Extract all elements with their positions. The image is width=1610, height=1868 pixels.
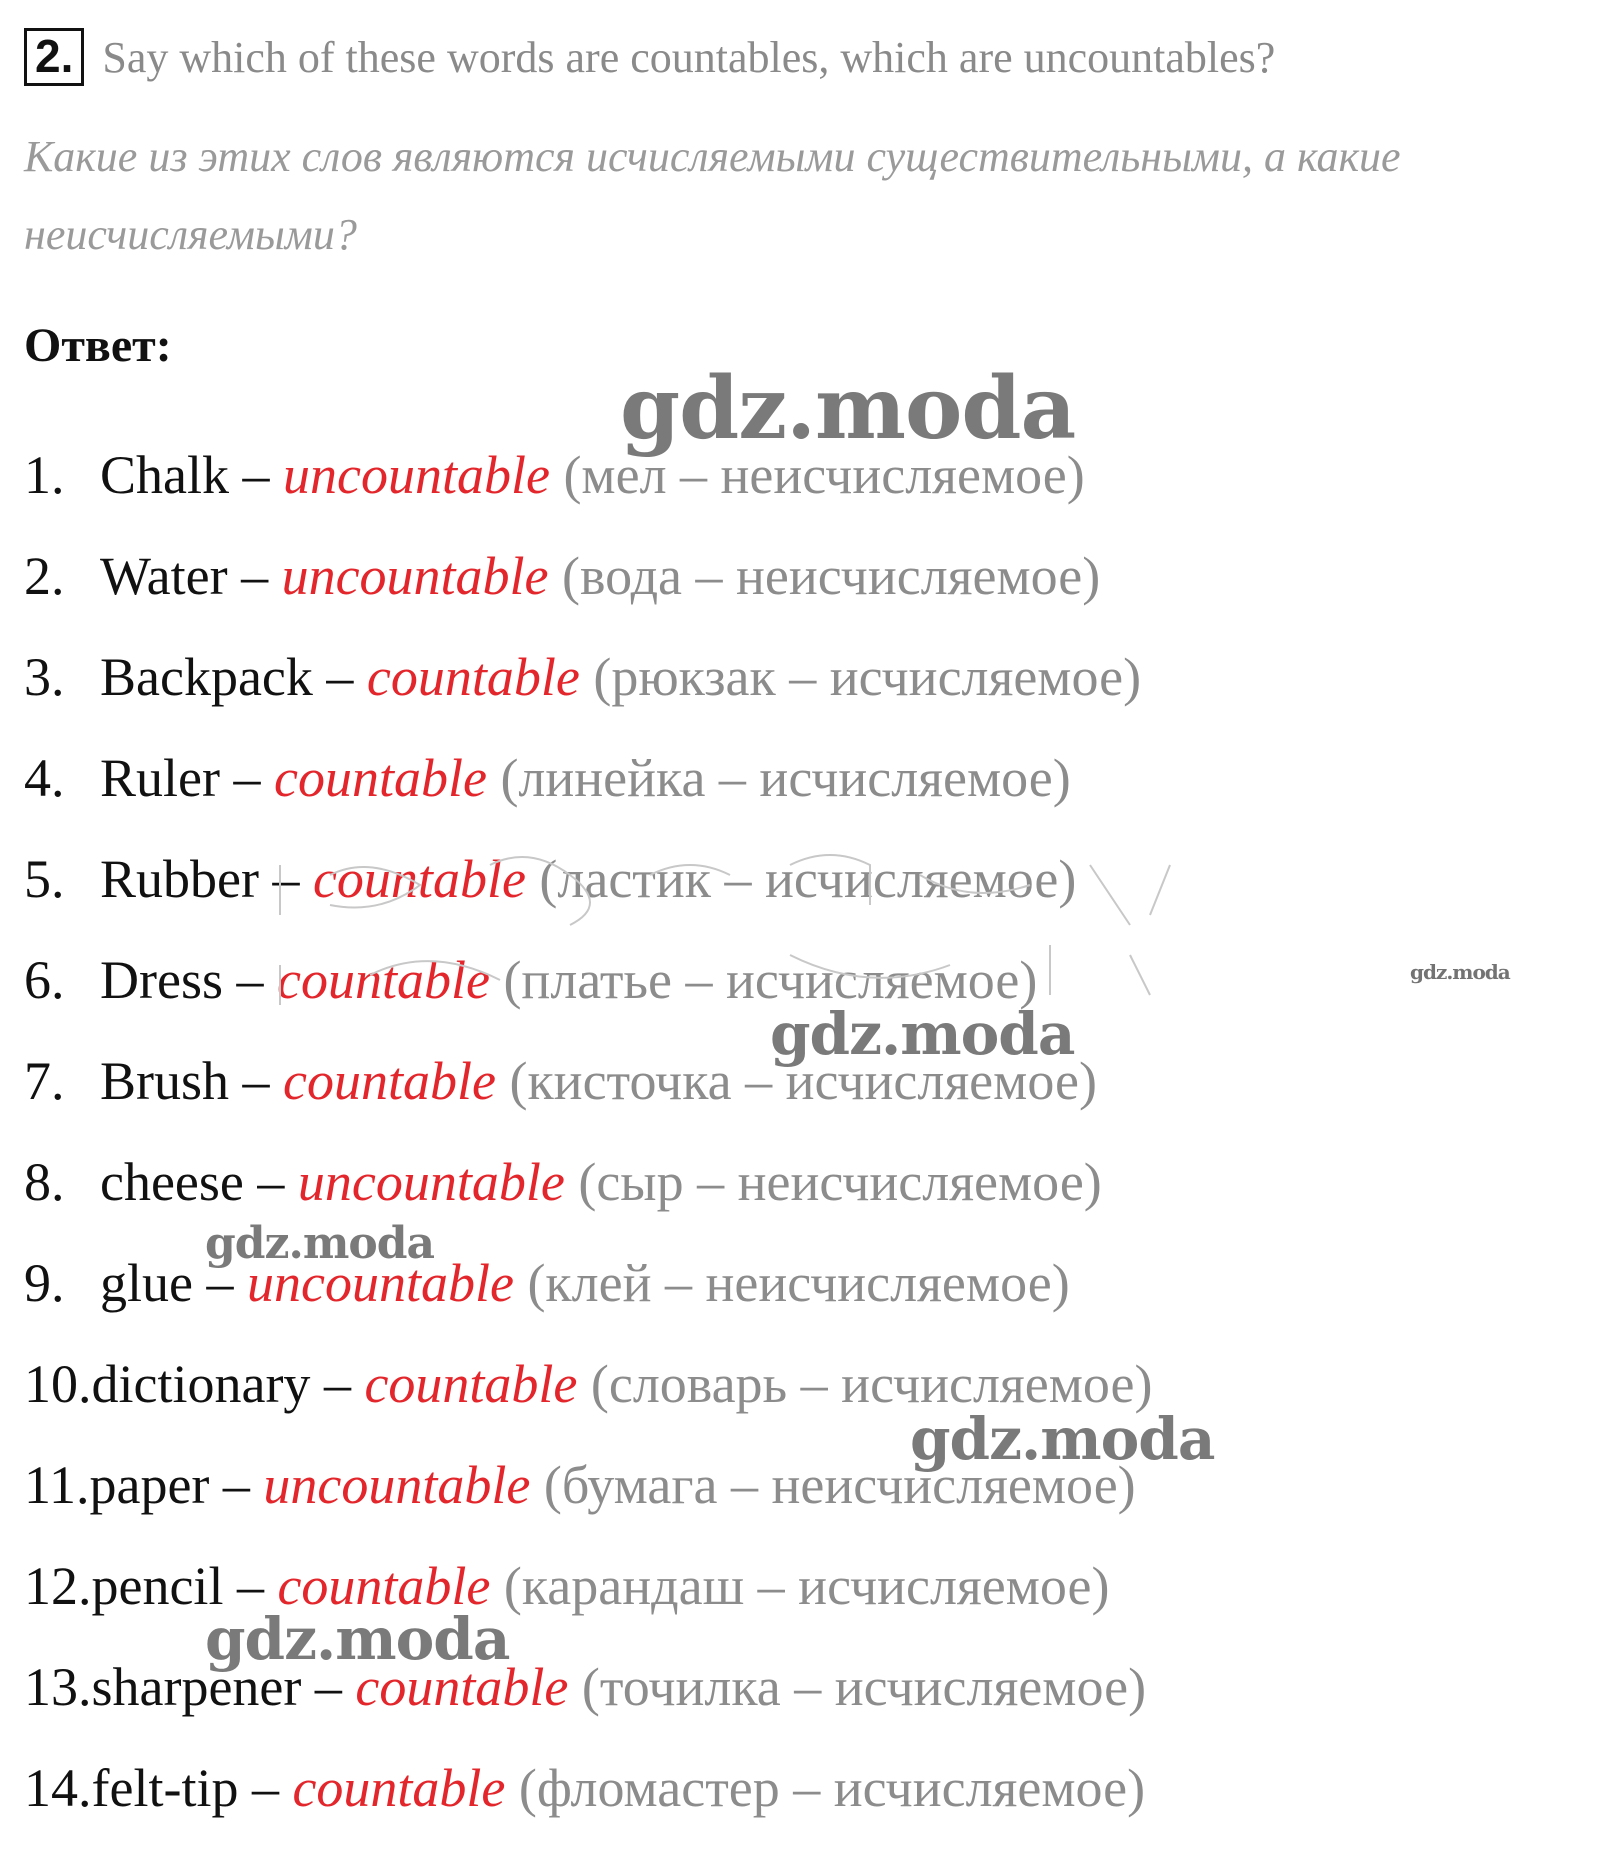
item-dash: – bbox=[258, 849, 313, 909]
item-word: pencil bbox=[91, 1556, 224, 1616]
answer-list bbox=[24, 432, 1153, 1846]
item-word: sharpener bbox=[91, 1657, 302, 1717]
item-translation: (словарь – исчисляемое) bbox=[577, 1354, 1153, 1414]
item-dash: – bbox=[209, 1455, 264, 1515]
item-word: Chalk bbox=[100, 445, 229, 505]
item-translation: (клей – неисчисляемое) bbox=[513, 1253, 1070, 1313]
task-instruction-en: Say which of these words are countables, which are uncountables? bbox=[102, 32, 1276, 82]
item-number: 5. bbox=[24, 849, 65, 909]
item-number: 3. bbox=[24, 647, 65, 707]
item-type: uncountable bbox=[263, 1455, 531, 1515]
watermark-logo: gdz.moda bbox=[770, 1000, 1075, 1068]
item-number: 7. bbox=[24, 1051, 65, 1111]
item-number: 1. bbox=[24, 445, 65, 505]
item-dash: – bbox=[227, 546, 282, 606]
list-item bbox=[24, 1442, 1153, 1543]
item-dash: – bbox=[222, 950, 277, 1010]
item-translation: (карандаш – исчисляемое) bbox=[490, 1556, 1110, 1616]
list-item bbox=[24, 1543, 1153, 1644]
answer-label: Ответ: bbox=[24, 319, 172, 372]
list-item bbox=[24, 1038, 1153, 1139]
item-type: countable bbox=[292, 1758, 506, 1818]
item-type: countable bbox=[283, 1051, 496, 1111]
list-item bbox=[24, 533, 1153, 634]
item-dash: – bbox=[229, 1051, 284, 1111]
item-translation: (точилка – исчисляемое) bbox=[568, 1657, 1147, 1717]
item-number: 2. bbox=[24, 546, 65, 606]
item-number: 9. bbox=[24, 1253, 65, 1313]
item-type: countable bbox=[276, 950, 490, 1010]
item-type: uncountable bbox=[246, 1253, 514, 1313]
item-word: Ruler bbox=[100, 748, 220, 808]
item-type: countable bbox=[312, 849, 526, 909]
item-word: Rubber bbox=[100, 849, 259, 909]
item-word: glue bbox=[100, 1253, 193, 1313]
item-dash: – bbox=[312, 647, 367, 707]
item-type: countable bbox=[273, 748, 487, 808]
list-item bbox=[24, 937, 1153, 1038]
item-number: 10. bbox=[24, 1354, 92, 1414]
watermark-logo: gdz.moda bbox=[1410, 960, 1510, 984]
item-translation: (сыр – неисчисляемое) bbox=[564, 1152, 1102, 1212]
item-word: paper bbox=[89, 1455, 210, 1515]
item-type: uncountable bbox=[283, 445, 550, 505]
item-dash: – bbox=[229, 445, 283, 505]
item-type: countable bbox=[366, 647, 580, 707]
item-dash: – bbox=[310, 1354, 365, 1414]
item-word: Brush bbox=[100, 1051, 230, 1111]
item-word: cheese bbox=[100, 1152, 244, 1212]
list-item bbox=[24, 1644, 1153, 1745]
watermark-logo: gdz.moda bbox=[910, 1405, 1215, 1473]
item-type: uncountable bbox=[281, 546, 549, 606]
list-item bbox=[24, 432, 1153, 533]
item-number: 14. bbox=[24, 1758, 92, 1818]
list-item bbox=[24, 1139, 1153, 1240]
item-dash: – bbox=[301, 1657, 356, 1717]
item-translation: (ластик – исчисляемое) bbox=[525, 849, 1077, 909]
item-type: countable bbox=[364, 1354, 578, 1414]
list-item bbox=[24, 1341, 1153, 1442]
watermark-logo: gdz.moda bbox=[620, 358, 1076, 459]
item-number: 11. bbox=[24, 1455, 90, 1515]
item-number: 6. bbox=[24, 950, 65, 1010]
item-type: uncountable bbox=[297, 1152, 565, 1212]
item-dash: – bbox=[192, 1253, 247, 1313]
list-item bbox=[24, 1745, 1153, 1846]
item-word: Backpack bbox=[100, 647, 313, 707]
item-translation: (кисточка – исчисляемое) bbox=[495, 1051, 1097, 1111]
item-number: 8. bbox=[24, 1152, 65, 1212]
item-dash: – bbox=[219, 748, 274, 808]
list-item bbox=[24, 735, 1153, 836]
list-item bbox=[24, 634, 1153, 735]
item-word: felt-tip bbox=[91, 1758, 239, 1818]
item-translation: (рюкзак – исчисляемое) bbox=[579, 647, 1142, 707]
item-word: dictionary bbox=[91, 1354, 311, 1414]
item-dash: – bbox=[243, 1152, 298, 1212]
item-word: Water bbox=[100, 546, 228, 606]
item-number: 13. bbox=[24, 1657, 92, 1717]
item-type: countable bbox=[355, 1657, 569, 1717]
item-translation: (вода – неисчисляемое) bbox=[548, 546, 1101, 606]
item-dash: – bbox=[238, 1758, 293, 1818]
task-number: 2. bbox=[24, 28, 84, 86]
item-dash: – bbox=[223, 1556, 278, 1616]
item-translation: (платье – исчисляемое) bbox=[489, 950, 1038, 1010]
item-translation: (мел – неисчисляемое) bbox=[549, 445, 1085, 505]
watermark-logo: gdz.moda bbox=[205, 1605, 510, 1673]
item-type: countable bbox=[277, 1556, 491, 1616]
list-item bbox=[24, 836, 1153, 937]
item-translation: (линейка – исчисляемое) bbox=[486, 748, 1071, 808]
item-translation: (бумага – неисчисляемое) bbox=[530, 1455, 1136, 1515]
task-header bbox=[24, 28, 1275, 86]
list-item bbox=[24, 1240, 1153, 1341]
item-number: 4. bbox=[24, 748, 65, 808]
item-translation: (фломастер – исчисляемое) bbox=[505, 1758, 1146, 1818]
item-number: 12. bbox=[24, 1556, 92, 1616]
item-word: Dress bbox=[100, 950, 223, 1010]
task-instruction-ru: Какие из этих слов являются исчисляемыми существительными, а какие неисчисляемыми? bbox=[24, 132, 1401, 259]
watermark-logo: gdz.moda bbox=[205, 1218, 435, 1269]
